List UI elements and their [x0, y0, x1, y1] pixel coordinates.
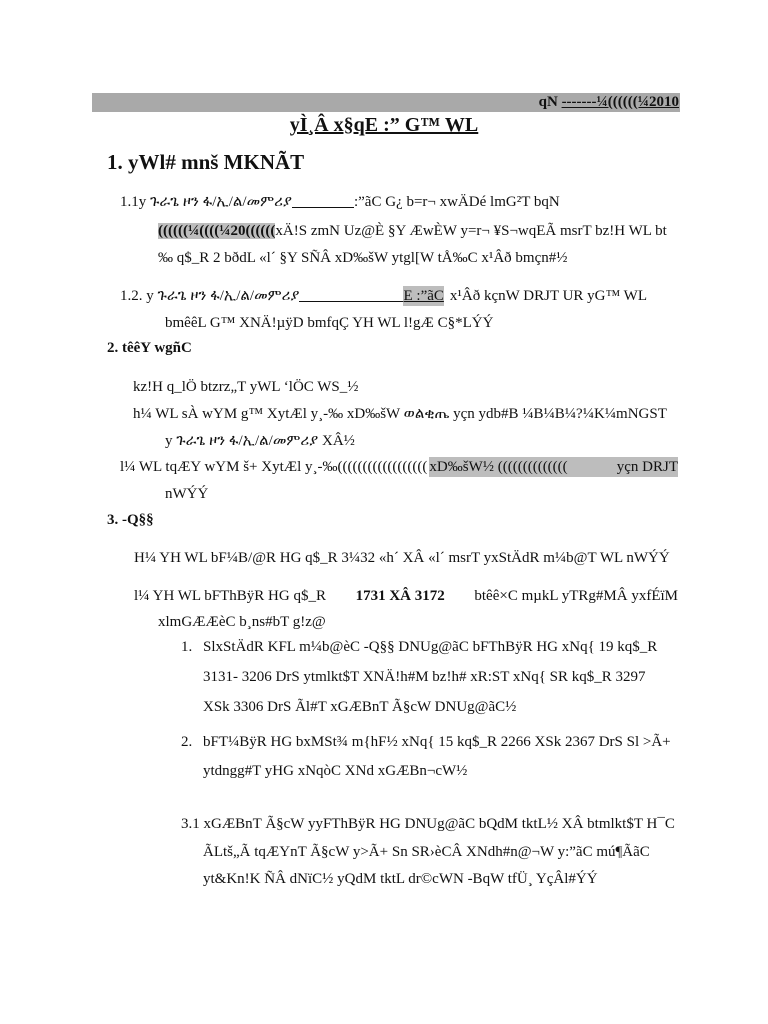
s2-line2: h¼ WL sÀ wYM g™ XytÆl y¸-‰ xD‰šW ወልቂጤ yçn ydb#B ¼B¼B¼?¼K¼mNGST [133, 406, 667, 422]
item-1-line3: XSk 3306 DrS Ãl#T xGÆBnT Ã§cW DNUg@ãC½ [203, 699, 517, 715]
header-date-value: -------¼((((((¼2010 [561, 94, 679, 110]
document-title: yÌ¸Â x§qE :” G™ WL [289, 114, 479, 136]
s2-line5: nWÝÝ [165, 486, 209, 502]
s3-l-line2: xlmGÆÆèC b¸ns#bT g!z@ [158, 614, 326, 630]
item-2-line1: bFT¼BÿR HG bxMSt¾ m{hF½ xNq{ 15 kq$_R 2266 XSk 2367 DrS Sl >Ã+ [203, 734, 671, 750]
item-2-line2: ytdngg#T yHG xNqòC XNd xGÆBn¬cW½ [203, 763, 468, 779]
header-date [539, 93, 679, 112]
section-1-heading: 1. yWl# mnš MKNÃT [107, 150, 305, 174]
s2-line3: y ጉራጌ ዞን ፋ/ኢ/ል/መምሪያ XÂ½ [165, 433, 355, 449]
p11-line2: ((((((¼((((¼20((((((xÄ!S zmN Uz@È §Y ÆwÈW y=r¬ ¥S¬wqEÃ msrT bz!H WL bt [158, 223, 667, 239]
item-1-line2: 3131- 3206 DrS ytmlkt$T XNÄ!h#M bz!h# xR:ST xNq{ SR kq$_R 3297 [203, 669, 646, 685]
p11-line3: ‰ q$_R 2 bðdL «l´ §Y SÑÂ xD‰šW ytgl[W tÅ‰C x¹Âð bmçn#½ [158, 250, 568, 266]
header-prefix: qN [538, 94, 562, 110]
p12-line1: 1.2. y ጉራጌ ዞን ፋ/ኢ/ል/መምሪያ E :”ãC x¹Âð kçnW DRJT UR yG™ WL [120, 288, 647, 304]
section-3-heading: 3. -Q§§ [107, 512, 154, 528]
item-1-number: 1. [181, 639, 193, 655]
s2-line1: kz!H q_lÖ btzrz„T yWL ‘lÖC WS_½ [133, 379, 359, 395]
p31-line1: 3.1 xGÆBnT Ã§cW yyFThBÿR HG DNUg@ãC bQdM tktL½ XÂ btmlkt$T H¯C [181, 816, 675, 832]
s2-line4: l¼ WL tqÆY wYM š+ XytÆl y¸-‰(((((((((((((((((( xD‰šW½ (((((((((((((( yçn DRJT [120, 459, 678, 475]
s3-l-line1: l¼ YH WL bFThBÿR HG q$_R 1731 XÂ 3172 btêê×C mµkL yTRg#MÂ yxfÉïM [134, 588, 678, 604]
s3-h-line: H¼ YH WL bF¼B/@R HG q$_R 3¼32 «h´ XÂ «l´ msrT yxStÄdR m¼b@T WL nWÝÝ [134, 550, 670, 566]
p11-line1: 1.1y ጉራጌ ዞን ፋ/ኢ/ል/መምሪያ :”ãC G¿ b=r¬ xwÄDé lmG²T bqN [120, 194, 560, 210]
section-2-heading: 2. têêY wgñC [107, 340, 192, 356]
p12-line2: bmêêL G™ XNÄ!µÿD bmfqÇ YH WL l!gÆ C§*LÝÝ [165, 315, 494, 331]
p31-line2: ÃLtš„Ã tqÆYnT Ã§cW y>Ã+ Sn SR›èCÂ XNdh#n@¬W y:”ãC mú¶ÃãC [203, 844, 650, 860]
item-1-line1: SlxStÄdR KFL m¼b@èC -Q§§ DNUg@ãC bFThBÿR HG xNq{ 19 kq$_R [203, 639, 658, 655]
blank-underline-2 [299, 286, 403, 302]
item-2-number: 2. [181, 734, 193, 750]
blank-underline [292, 192, 354, 208]
p31-line3: yt&Kn!K ÑÂ dNïC½ yQdM tktL dr©cWN -BqW tfÜ¸ YçÂl#ÝÝ [203, 871, 598, 887]
